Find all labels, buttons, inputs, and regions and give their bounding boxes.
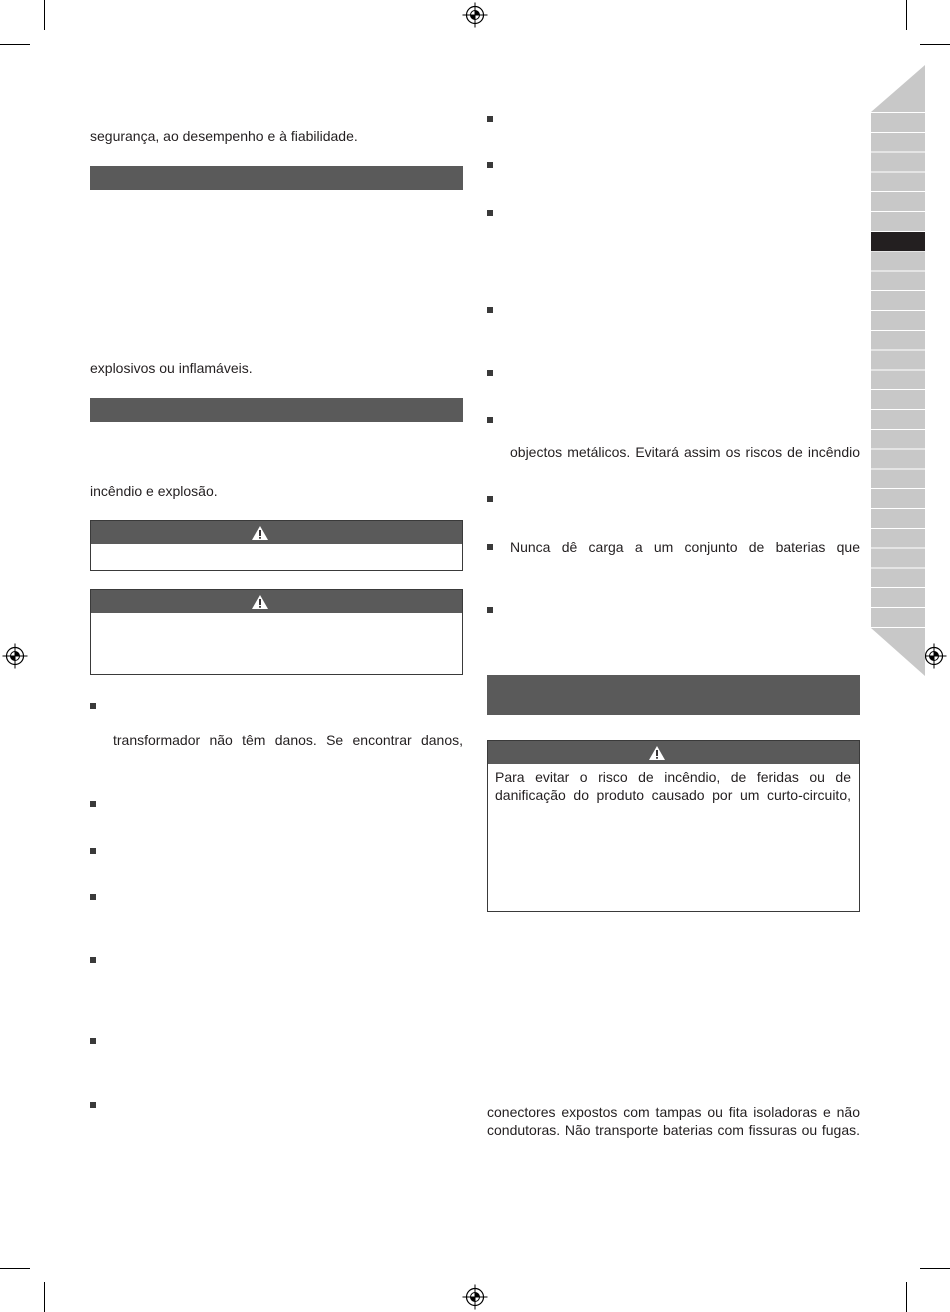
section-heading-bar: [90, 398, 463, 422]
list-bullet: [487, 307, 493, 313]
list-bullet: [90, 1102, 96, 1108]
paragraph-line: conectores expostos com tampas ou fita isoladoras e não: [487, 1104, 860, 1120]
list-bullet: [487, 210, 493, 216]
warning-header: [91, 521, 462, 544]
crop-mark-bottom-left-horizontal: [0, 1268, 30, 1269]
list-bullet: [487, 162, 493, 168]
list-bullet: [487, 417, 493, 423]
crop-mark-bottom-left-vertical: [44, 1282, 45, 1312]
warning-header: [488, 741, 859, 764]
list-bullet: [90, 894, 96, 900]
list-bullet: [487, 607, 493, 613]
crop-mark-top-right-vertical: [906, 0, 907, 30]
list-bullet: [90, 801, 96, 807]
warning-triangle-icon: [251, 594, 269, 610]
warning-header: [91, 590, 462, 613]
list-item-line: transformador não têm danos. Se encontrar danos,: [113, 732, 463, 748]
section-heading-bar: [90, 166, 463, 190]
registration-mark-icon: [462, 1284, 488, 1310]
section-tab-active: [871, 232, 925, 251]
list-bullet: [90, 1038, 96, 1044]
section-heading-bar: [487, 675, 860, 715]
list-bullet: [487, 544, 493, 550]
registration-mark-icon: [2, 643, 28, 669]
warning-text-line: danificação do produto causado por um curto-circuito,: [495, 787, 851, 803]
warning-text-line: Para evitar o risco de incêndio, de feridas ou de: [495, 769, 851, 785]
list-item-line: objectos metálicos. Evitará assim os riscos de incêndio: [510, 444, 860, 460]
crop-mark-top-left-horizontal: [0, 44, 30, 45]
paragraph-line: incêndio e explosão.: [90, 483, 218, 499]
warning-box: [90, 589, 463, 675]
list-bullet: [487, 370, 493, 376]
paragraph-line: condutoras. Não transporte baterias com fissuras ou fugas.: [487, 1122, 860, 1138]
paragraph-line: segurança, ao desempenho e à fiabilidade.: [90, 128, 358, 144]
crop-mark-bottom-right-vertical: [906, 1282, 907, 1312]
crop-mark-bottom-right-horizontal: [920, 1268, 950, 1269]
tab-strip-bottom-cap: [871, 628, 925, 676]
list-item-line: Nunca dê carga a um conjunto de baterias que: [510, 539, 860, 555]
list-bullet: [487, 116, 493, 122]
crop-mark-top-right-horizontal: [920, 44, 950, 45]
list-bullet: [90, 703, 96, 709]
warning-box: [487, 740, 860, 912]
warning-triangle-icon: [648, 745, 666, 761]
tab-strip-top-cap: [871, 65, 925, 112]
warning-triangle-icon: [251, 525, 269, 541]
registration-mark-icon: [462, 2, 488, 28]
crop-mark-top-left-vertical: [44, 0, 45, 30]
list-bullet: [90, 957, 96, 963]
list-bullet: [487, 496, 493, 502]
paragraph-line: explosivos ou inflamáveis.: [90, 360, 253, 376]
warning-box: [90, 520, 463, 571]
section-tab-strip: [871, 112, 925, 627]
list-bullet: [90, 848, 96, 854]
